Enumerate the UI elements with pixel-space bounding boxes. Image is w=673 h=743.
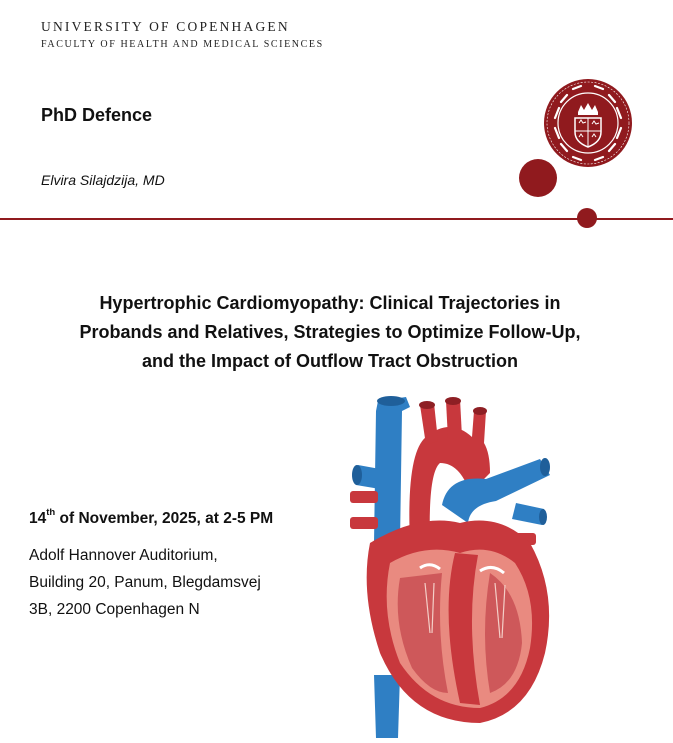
event-type: PhD Defence	[41, 105, 153, 125]
defence-date	[29, 507, 274, 528]
venue-line: Building 20, Panum, Blegdamsvej	[29, 574, 261, 591]
header-divider	[0, 218, 673, 220]
thesis-title-line: Probands and Relatives, Strategies to Optimize Follow-Up,	[79, 322, 581, 342]
date-day-suffix: th	[46, 507, 56, 518]
university-seal-icon	[543, 78, 633, 168]
date-day: 14	[29, 510, 47, 527]
faculty-name: FACULTY OF HEALTH AND MEDICAL SCIENCES	[41, 39, 324, 50]
thesis-title-line: Hypertrophic Cardiomyopathy: Clinical Trajectories in	[99, 293, 561, 313]
heart-illustration	[330, 393, 570, 738]
venue-line: Adolf Hannover Auditorium,	[29, 547, 218, 564]
decorative-dot-small	[577, 208, 597, 228]
decorative-dot-large	[519, 159, 557, 197]
author-name: Elvira Silajdzija, MD	[41, 172, 165, 188]
thesis-title	[20, 289, 640, 376]
venue-address	[29, 542, 261, 623]
date-rest: of November, 2025, at 2-5 PM	[55, 510, 274, 527]
thesis-title-line: and the Impact of Outflow Tract Obstruction	[141, 351, 518, 371]
university-name: UNIVERSITY OF COPENHAGEN	[41, 19, 290, 34]
venue-line: 3B, 2200 Copenhagen N	[29, 601, 200, 618]
